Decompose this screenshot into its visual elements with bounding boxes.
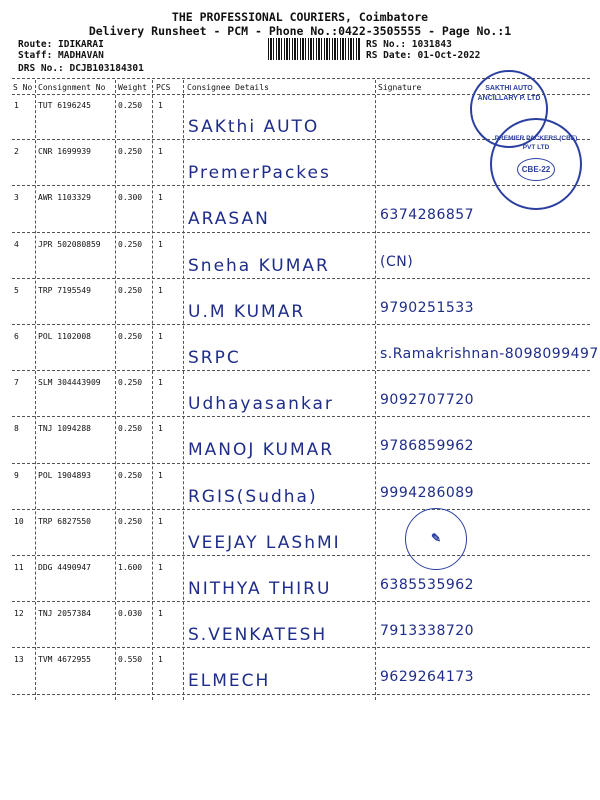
row-sno: 1	[14, 101, 19, 110]
row-signature: 7913338720	[380, 623, 475, 640]
row-consignment-no: TUT 6196245	[38, 101, 91, 110]
row-pcs: 1	[158, 147, 163, 157]
row-sno: 6	[14, 332, 19, 341]
row-consignee-name: MANOJ KUMAR	[188, 440, 335, 461]
row-signature: s.Ramakrishnan-8098099497	[380, 346, 599, 362]
col-header-sno: S No	[13, 83, 33, 92]
row-pcs: 1	[158, 470, 163, 480]
row-weight: 0.250	[118, 147, 143, 157]
row-consignment-no: POL 1904893	[38, 470, 91, 480]
row-pcs: 1	[158, 516, 163, 526]
row-consignee-name: ELMECH	[188, 671, 271, 692]
row-weight: 0.250	[118, 239, 143, 249]
row-sno: 12	[14, 609, 24, 619]
row-consignee-name: U.M KUMAR	[188, 301, 306, 322]
col-divider	[35, 80, 36, 700]
row-consignee-name: Sneha KUMAR	[188, 255, 330, 276]
row-weight: 0.250	[118, 516, 143, 526]
row-weight: 0.030	[118, 609, 143, 619]
row-consignment-no: DDG 4490947	[38, 563, 91, 572]
row-consignment-no: TVM 4672955	[38, 655, 91, 665]
row-divider	[12, 601, 590, 602]
row-divider	[12, 509, 590, 510]
row-signature: 9092707720	[380, 392, 475, 409]
row-divider	[12, 232, 590, 233]
rs-date: RS Date: 01-Oct-2022	[366, 50, 481, 61]
row-signature: 6385535962	[380, 577, 475, 593]
row-signature: 9994286089	[380, 484, 475, 501]
rs-number: RS No.: 1031843	[366, 39, 452, 50]
row-consignment-no: TNJ 1094288	[38, 424, 91, 434]
row-consignee-name: Udhayasankar	[188, 394, 334, 415]
row-signature: 9629264173	[380, 669, 475, 686]
row-signature: (CN)	[380, 253, 414, 270]
row-pcs: 1	[158, 563, 163, 572]
row-consignee-name: S.VENKATESH	[188, 625, 328, 646]
row-sno: 7	[14, 378, 19, 388]
row-consignment-no: JPR 502080859	[38, 239, 101, 249]
row-sno: 9	[14, 470, 19, 480]
row-consignee-name: VEEJAY LAShMI	[188, 532, 341, 553]
stamp-text: SAKTHI AUTO ANCILLARY P. LTD	[477, 85, 541, 102]
row-signature: 6374286857	[380, 207, 475, 224]
row-pcs: 1	[158, 609, 163, 619]
row-consignment-no: CNR 1699939	[38, 147, 91, 157]
row-consignee-name: SAKthi AUTO	[188, 117, 320, 137]
row-weight: 0.250	[118, 332, 143, 341]
row-divider	[12, 416, 590, 417]
col-divider	[375, 80, 376, 700]
row-sno: 10	[14, 516, 24, 526]
row-divider	[12, 324, 590, 325]
company-stamp	[490, 118, 582, 210]
runsheet-subtitle: Delivery Runsheet - PCM - Phone No.:0422-3505555 - Page No.:1	[88, 24, 512, 38]
row-divider	[12, 647, 590, 648]
row-sno: 11	[14, 563, 24, 572]
row-pcs: 1	[158, 285, 163, 295]
route-label: Route: IDIKARAI	[18, 39, 104, 50]
col-divider	[152, 80, 153, 700]
row-divider	[12, 278, 590, 279]
row-weight: 0.250	[118, 101, 143, 110]
col-header-pcs: PCS	[156, 83, 171, 92]
row-weight: 0.550	[118, 655, 143, 665]
row-consignee-name: RGIS(Sudha)	[188, 486, 318, 507]
row-weight: 0.250	[118, 470, 143, 480]
drs-number: DRS No.: DCJB103184301	[18, 63, 144, 74]
row-consignment-no: TNJ 2057384	[38, 609, 91, 619]
row-consignee-name: PremerPackes	[188, 163, 331, 184]
row-consignee-name: SRPC	[188, 348, 241, 368]
col-divider	[115, 80, 116, 700]
row-divider	[12, 694, 590, 695]
row-sno: 4	[14, 239, 19, 249]
barcode	[268, 38, 360, 60]
row-weight: 1.600	[118, 563, 143, 572]
row-pcs: 1	[158, 239, 163, 249]
row-pcs: 1	[158, 378, 163, 388]
row-divider	[12, 370, 590, 371]
row-consignee-name: ARASAN	[188, 209, 270, 230]
row-signature: 9786859962	[380, 438, 475, 455]
row-divider	[12, 555, 590, 556]
col-header-consignment: Consignment No	[38, 83, 106, 92]
row-sno: 5	[14, 285, 19, 295]
row-weight: 0.250	[118, 424, 143, 434]
row-consignment-no: SLM 304443909	[38, 378, 101, 388]
row-consignee-name: NITHYA THIRU	[188, 579, 332, 599]
col-divider	[183, 80, 184, 700]
row-pcs: 1	[158, 424, 163, 434]
row-consignment-no: POL 1102008	[38, 332, 91, 341]
row-divider	[12, 463, 590, 464]
row-sno: 3	[14, 193, 19, 203]
stamp-center-text: CBE-22	[517, 158, 555, 181]
col-header-weight: Weight	[118, 83, 147, 92]
runsheet-title: THE PROFESSIONAL COURIERS, Coimbatore	[171, 10, 429, 24]
row-weight: 0.250	[118, 285, 143, 295]
col-header-signature: Signature	[378, 83, 422, 92]
row-pcs: 1	[158, 101, 163, 110]
row-consignment-no: TRP 6827550	[38, 516, 91, 526]
row-sno: 13	[14, 655, 24, 665]
col-header-consignee: Consignee Details	[187, 83, 269, 92]
seal-stamp: ✎	[405, 508, 467, 570]
row-weight: 0.250	[118, 378, 143, 388]
row-consignment-no: TRP 7195549	[38, 285, 91, 295]
row-weight: 0.300	[118, 193, 143, 203]
row-signature: 9790251533	[380, 299, 475, 316]
row-pcs: 1	[158, 332, 163, 341]
stamp-text: PREMIER PACKERS (CBE) PVT LTD	[494, 135, 578, 151]
row-sno: 2	[14, 147, 19, 157]
staff-label: Staff: MADHAVAN	[18, 50, 104, 61]
row-consignment-no: AWR 1103329	[38, 193, 91, 203]
row-pcs: 1	[158, 193, 163, 203]
row-pcs: 1	[158, 655, 163, 665]
row-sno: 8	[14, 424, 19, 434]
